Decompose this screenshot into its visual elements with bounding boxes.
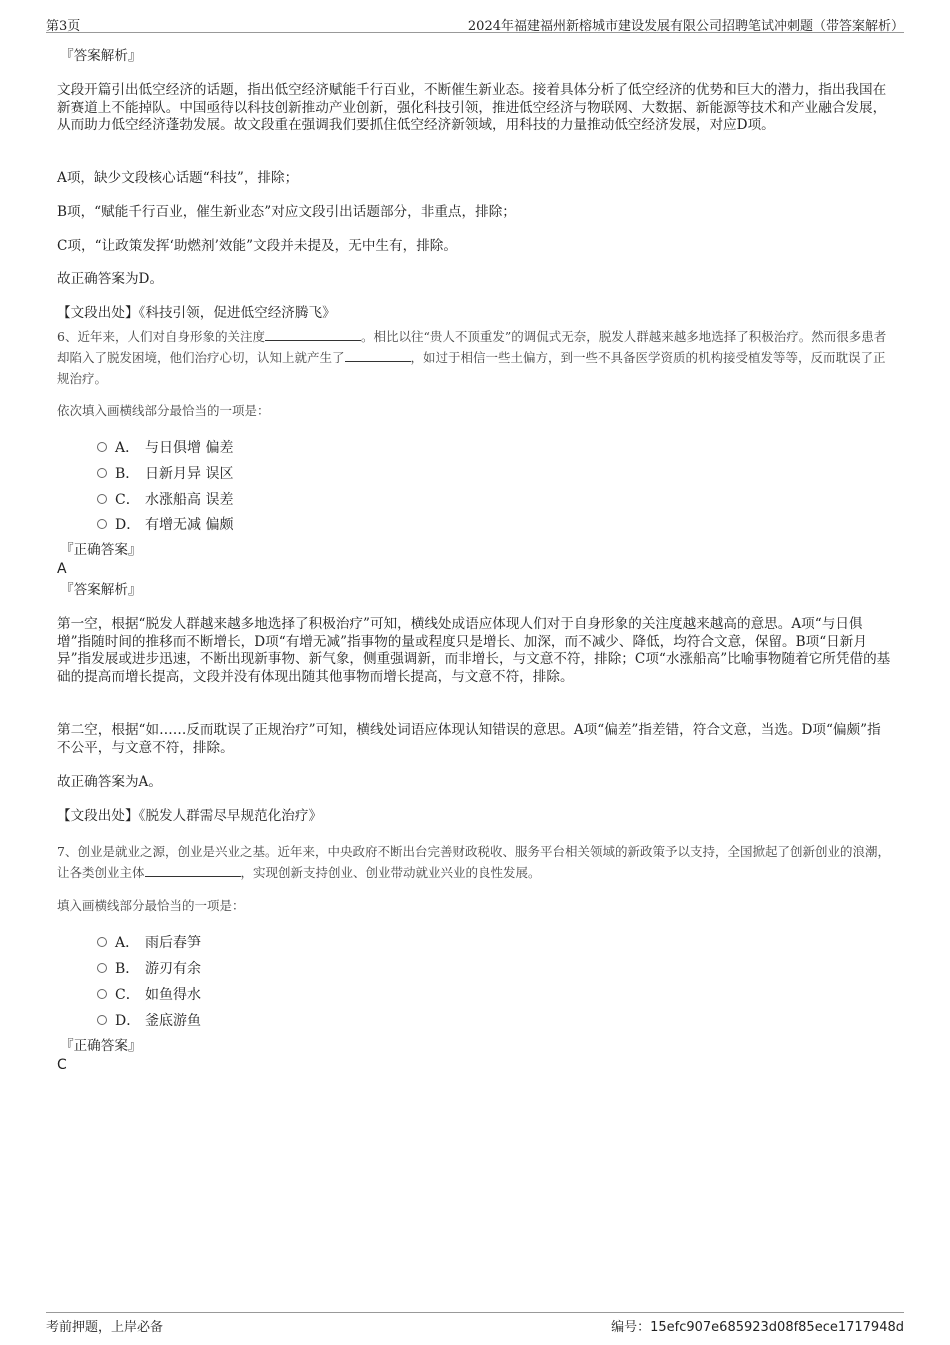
analysis-label-5: 『答案解析』 xyxy=(60,48,142,64)
radio-icon[interactable] xyxy=(97,519,107,529)
document-title: 2024年福建福州新榕城市建设发展有限公司招聘笔试冲刺题（带答案解析） xyxy=(467,19,904,34)
analysis-option-b-5: B项，“赋能千行百业，催生新业态”对应文段引出话题部分，非重点，排除； xyxy=(57,204,516,220)
radio-icon[interactable] xyxy=(97,494,107,504)
question-6-instruction: 依次填入画横线部分最恰当的一项是： xyxy=(57,403,270,418)
radio-icon[interactable] xyxy=(97,442,107,452)
conclusion-6: 故正确答案为A。 xyxy=(57,774,162,790)
page-number: 第3页 xyxy=(46,19,81,34)
blank-1 xyxy=(145,864,241,877)
source-5: 【文段出处】《科技引领，促进低空经济腾飞》 xyxy=(57,305,336,321)
page-footer xyxy=(46,1312,904,1337)
radio-icon[interactable] xyxy=(97,468,107,478)
blank-1 xyxy=(265,328,361,341)
radio-icon[interactable] xyxy=(97,937,107,947)
question-6-stem: 6、近年来，人们对自身形象的关注度 。相比以往“贵人不顶重发”的调侃式无奈，脱发人群越来越多地选择了积极治疗。然而很多患者却陷入了脱发困境，他们治疗心切，认知上就产生了 ，如过于相信一些土偏方，到一些不具备医学资质的机构接受植发等等，反而耽误了正规治疗。 xyxy=(57,329,887,386)
option-7-a[interactable]: A． 雨后春笋 xyxy=(97,932,201,952)
option-6-a[interactable]: A． 与日俱增 偏差 xyxy=(97,437,233,457)
analysis-option-a-5: A项，缺少文段核心话题“科技”，排除； xyxy=(57,170,299,186)
analysis-paragraph-6a: 第一空，根据“脱发人群越来越多地选择了积极治疗”可知，横线处成语应体现人们对于自身形象的关注度越来越高的意思。A项“与日俱增”指随时间的推移而不断增长，D项“有增无减”指事物的量或程度只是增长、加深，而不减少、降低，均符合文意，保留。B项“日新月异”指发展或进步迅速，不断出现新事物、新气象，侧重强调新，而非增长，与文意不符，排除；C项“水涨船高”比喻事物随着它所凭借的基础的提高而增长提高，文段并没有体现出随其他事物而增长提高，与文意不符，排除。 xyxy=(57,616,891,685)
question-7-stem: 7、创业是就业之源，创业是兴业之基。近年来，中央政府不断出台完善财政税收、服务平台相关领域的新政策予以支持，全国掀起了创新创业的浪潮，让各类创业主体 ，实现创新支持创业、创业带动就业兴业的良性发展。 xyxy=(57,844,890,880)
analysis-paragraph-5: 文段开篇引出低空经济的话题，指出低空经济赋能千行百业，不断催生新业态。接着具体分析了低空经济的优势和巨大的潜力，指出我国在新赛道上不能掉队。中国亟待以科技创新推动产业创新，强化科技引领，推进低空经济与物联网、大数据、新能源等技术和产业融合发展，从而助力低空经济蓬勃发展。故文段重在强调我们要抓住低空经济新领域，用科技的力量推动低空经济发展，对应D项。 xyxy=(57,82,887,133)
option-7-b[interactable]: B． 游刃有余 xyxy=(97,958,201,978)
option-7-d[interactable]: D． 釜底游鱼 xyxy=(97,1010,201,1030)
correct-answer-6: A xyxy=(57,561,67,577)
radio-icon[interactable] xyxy=(97,963,107,973)
option-6-d[interactable]: D． 有增无减 偏颇 xyxy=(97,514,233,534)
question-7-instruction: 填入画横线部分最恰当的一项是： xyxy=(57,898,245,913)
correct-label-6: 『正确答案』 xyxy=(60,542,142,558)
correct-label-7: 『正确答案』 xyxy=(60,1038,142,1054)
option-7-c[interactable]: C． 如鱼得水 xyxy=(97,984,201,1004)
analysis-paragraph-6b: 第二空，根据“如……反而耽误了正规治疗”可知，横线处词语应体现认知错误的意思。A项“偏差”指差错，符合文意，当选。D项“偏颇”指不公平，与文意不符，排除。 xyxy=(57,722,881,756)
option-6-b[interactable]: B． 日新月异 误区 xyxy=(97,463,233,483)
source-6: 【文段出处】《脱发人群需尽早规范化治疗》 xyxy=(57,808,323,824)
footer-slogan: 考前押题，上岸必备 xyxy=(46,1320,164,1335)
option-6-c[interactable]: C． 水涨船高 误差 xyxy=(97,489,233,509)
radio-icon[interactable] xyxy=(97,1015,107,1025)
analysis-label-6: 『答案解析』 xyxy=(60,582,142,598)
correct-answer-7: C xyxy=(57,1057,67,1073)
page-header xyxy=(46,12,904,33)
conclusion-5: 故正确答案为D。 xyxy=(57,271,164,287)
radio-icon[interactable] xyxy=(97,989,107,999)
footer-code: 编号：15efc907e685923d08f85ece1717948d xyxy=(611,1320,904,1335)
blank-2 xyxy=(345,349,411,362)
analysis-option-c-5: C项，“让政策发挥‘助燃剂’效能”文段并未提及，无中生有，排除。 xyxy=(57,238,457,254)
